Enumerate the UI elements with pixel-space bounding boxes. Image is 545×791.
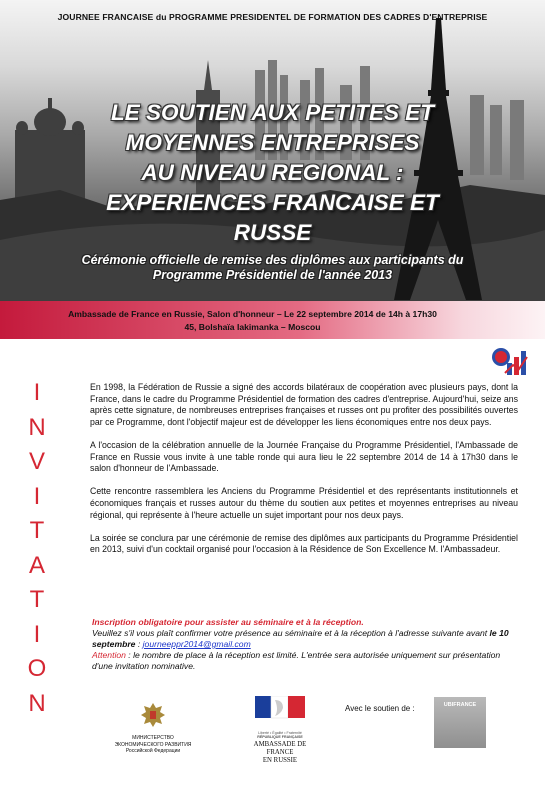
main-title-line: AU NIVEAU REGIONAL : [141, 160, 404, 185]
main-title-line: RUSSE [233, 220, 312, 245]
vertical-letter: T [29, 517, 45, 544]
venue-date-line: Ambassade de France en Russie, Salon d'honneur – Le 22 septembre 2014 de 14h à 17h30 [68, 309, 437, 319]
ubifrance-logo [434, 697, 486, 748]
vertical-letter: N [28, 689, 46, 717]
russian-eagle-icon [138, 700, 168, 730]
ministry-country: Российской Федерации [125, 748, 181, 754]
main-title-line: LE SOUTIEN AUX PETITES ET [111, 100, 434, 125]
body-paragraph: La soirée se conclura par une cérémonie de remise des diplômes aux participants du Programme Présidentiel en 2013, suivi d'un cocktail organisé pour l'occasion à la Résidence de Son Excellence M. l'Ambassadeur. [90, 532, 518, 555]
republic-name: RÉPUBLIQUE FRANÇAISE [257, 735, 303, 739]
main-title-line: MOYENNES ENTREPRISES [125, 130, 420, 155]
email-link[interactable]: journeeppr2014@gmail.com [142, 638, 251, 649]
republic-motto: Liberté • Égalité • Fraternité [258, 731, 302, 735]
vertical-letter: I [33, 379, 41, 406]
embassy-name-line: EN RUSSIE [262, 757, 298, 764]
subtitle-line: Cérémonie officielle de remise des diplômes aux participants du [81, 253, 464, 267]
header-banner [0, 0, 545, 301]
body-paragraph: Cette rencontre rassemblera les Anciens du Programme Présidentiel et des représentants institutionnels et économiques français et russes autour du thème du soutien aux petites et moyennes entreprises au niveau régional, qui représente à l'heure actuelle un sujet important pour nos deux pays. [90, 486, 518, 520]
event-title: JOURNEE FRANCAISE du PROGRAMME PRESIDENTEL DE FORMATION DES CADRES D'ENTREPRISE [57, 12, 488, 22]
main-title-line: EXPERIENCES FRANCAISE ET [106, 190, 439, 215]
venue-address-line: 45, Bolshaïa Iakimanka – Moscou [184, 322, 321, 332]
invitation-vertical-label [22, 376, 52, 721]
marianne-flag-icon [255, 696, 305, 726]
attention-note [92, 650, 518, 672]
embassy-name [245, 741, 315, 765]
confirm-before: Veuillez s'il vous plaît confirmer votre présence au séminaire et à la réception à l'adresse suivante avant [92, 627, 488, 638]
vertical-letter: I [33, 482, 41, 510]
body-paragraph: A l'occasion de la célébration annuelle de la Journée Française du Programme Présidentiel, l'Ambassade de France en Russie vous invite à une table ronde qui aura lieu le 22 septembre 2014 de 14 à 17h30 dans le salon d'honneur de l'Ambassade. [90, 439, 518, 474]
ministry-logo [113, 700, 193, 755]
vertical-letter: T [29, 586, 45, 613]
ministry-name: МИНИСТЕРСТВО ЭКОНОМИЧЕСКОГО РАЗВИТИЯ [114, 735, 192, 748]
registration-notes [92, 617, 518, 672]
footer-logos [0, 690, 545, 790]
subtitle-line: Programme Présidentiel de l'année 2013 [152, 267, 393, 282]
body-paragraph: En 1998, la Fédération de Russie a signé des accords bilatéraux de coopération avec plusieurs pays, dont la France, dans le cadre du Programme Présidentiel de formation des cadres d'entreprise. Aujourd'hui, seize ans après cette signature, de nombreuses entreprises françaises et russes ont pu profiter des possibilités ouvertes par ce Programme, dont l'objectif majeur est de développer les liens économiques entre nos deux pays. [90, 382, 518, 427]
attention-text: : le nombre de place à la réception est limité. L'entrée sera autorisée uniquement sur présentation d'une invitation nominative. [92, 649, 501, 671]
vertical-letter: I [33, 620, 41, 648]
vertical-letter: O [27, 655, 47, 682]
confirm-text [92, 628, 518, 650]
embassy-name-line: AMBASSADE DE FRANCE [253, 741, 307, 756]
venue-band [0, 301, 545, 339]
vertical-letter: V [28, 448, 45, 475]
program-logo-icon [489, 345, 529, 380]
deadline: le 10 septembre [92, 627, 509, 649]
main-title [40, 98, 505, 248]
attention-label: Attention [92, 649, 126, 660]
support-label: Avec le soutien de : [345, 704, 415, 713]
colon: : [135, 638, 143, 649]
sponsor-name: UBIFRANCE [443, 702, 477, 708]
vertical-letter: A [28, 551, 45, 579]
invitation-body [90, 382, 518, 568]
vertical-letter: N [28, 413, 46, 441]
ceremony-subtitle [30, 253, 515, 282]
embassy-logo [245, 696, 315, 765]
mandatory-registration: Inscription obligatoire pour assister au séminaire et à la réception. [92, 617, 364, 627]
